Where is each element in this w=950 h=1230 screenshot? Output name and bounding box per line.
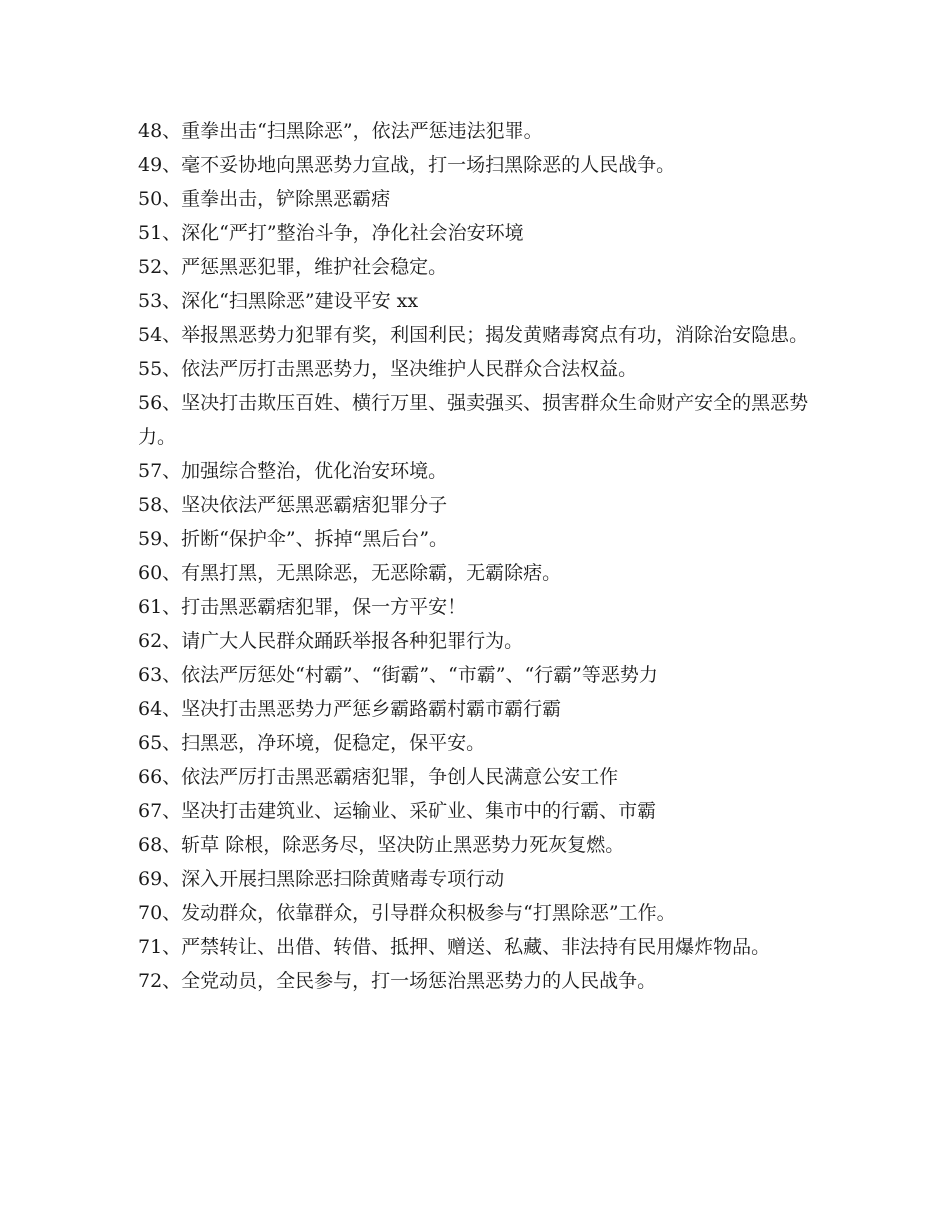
slogan-line: 56、坚决打击欺压百姓、横行万里、强卖强买、损害群众生命财产安全的黑恶势力。 — [138, 392, 809, 448]
slogan-line: 64、坚决打击黑恶势力严惩乡霸路霸村霸市霸行霸 — [138, 698, 562, 720]
slogan-line: 70、发动群众，依靠群众，引导群众积极参与“打黑除恶”工作。 — [138, 902, 676, 924]
slogan-line: 59、折断“保护伞”、拆掉“黑后台”。 — [138, 528, 449, 550]
slogan-line: 63、依法严厉惩处“村霸”、“街霸”、“市霸”、“行霸”等恶势力 — [138, 664, 658, 686]
slogan-line: 67、坚决打击建筑业、运输业、采矿业、集市中的行霸、市霸 — [138, 800, 657, 822]
slogan-line: 66、依法严厉打击黑恶霸痞犯罪，争创人民满意公安工作 — [138, 766, 619, 788]
slogan-line: 71、严禁转让、出借、转借、抵押、赠送、私藏、非法持有民用爆炸物品。 — [138, 936, 771, 958]
slogan-line: 58、坚决依法严惩黑恶霸痞犯罪分子 — [138, 494, 448, 516]
slogan-line: 48、重拳出击“扫黑除恶”，依法严惩违法犯罪。 — [138, 120, 543, 142]
document-page — [138, 114, 818, 998]
slogan-line: 65、扫黑恶，净环境，促稳定，保平安。 — [138, 732, 486, 754]
slogan-line: 55、依法严厉打击黑恶势力，坚决维护人民群众合法权益。 — [138, 358, 638, 380]
slogan-line: 69、深入开展扫黑除恶扫除黄赌毒专项行动 — [138, 868, 505, 890]
slogan-line: 72、全党动员，全民参与，打一场惩治黑恶势力的人民战争。 — [138, 970, 657, 992]
slogan-line: 60、有黑打黑，无黑除恶，无恶除霸，无霸除痞。 — [138, 562, 562, 584]
slogan-line: 54、举报黑恶势力犯罪有奖，利国利民；揭发黄赌毒窝点有功，消除治安隐患。 — [138, 324, 809, 346]
slogan-line: 68、斩草 除根，除恶务尽，坚决防止黑恶势力死灰复燃。 — [138, 834, 625, 856]
slogan-line: 61、打击黑恶霸痞犯罪，保一方平安！ — [138, 596, 467, 618]
slogan-line: 57、加强综合整治，优化治安环境。 — [138, 460, 448, 482]
slogan-line: 49、毫不妥协地向黑恶势力宣战，打一场扫黑除恶的人民战争。 — [138, 154, 676, 176]
slogan-line: 52、严惩黑恶犯罪，维护社会稳定。 — [138, 256, 448, 278]
slogan-line: 50、重拳出击，铲除黑恶霸痞 — [138, 188, 391, 210]
slogan-line: 51、深化“严打”整治斗争，净化社会治安环境 — [138, 222, 524, 244]
slogan-line: 62、请广大人民群众踊跃举报各种犯罪行为。 — [138, 630, 524, 652]
slogan-line: 53、深化“扫黑除恶”建设平安 xx — [138, 290, 419, 312]
